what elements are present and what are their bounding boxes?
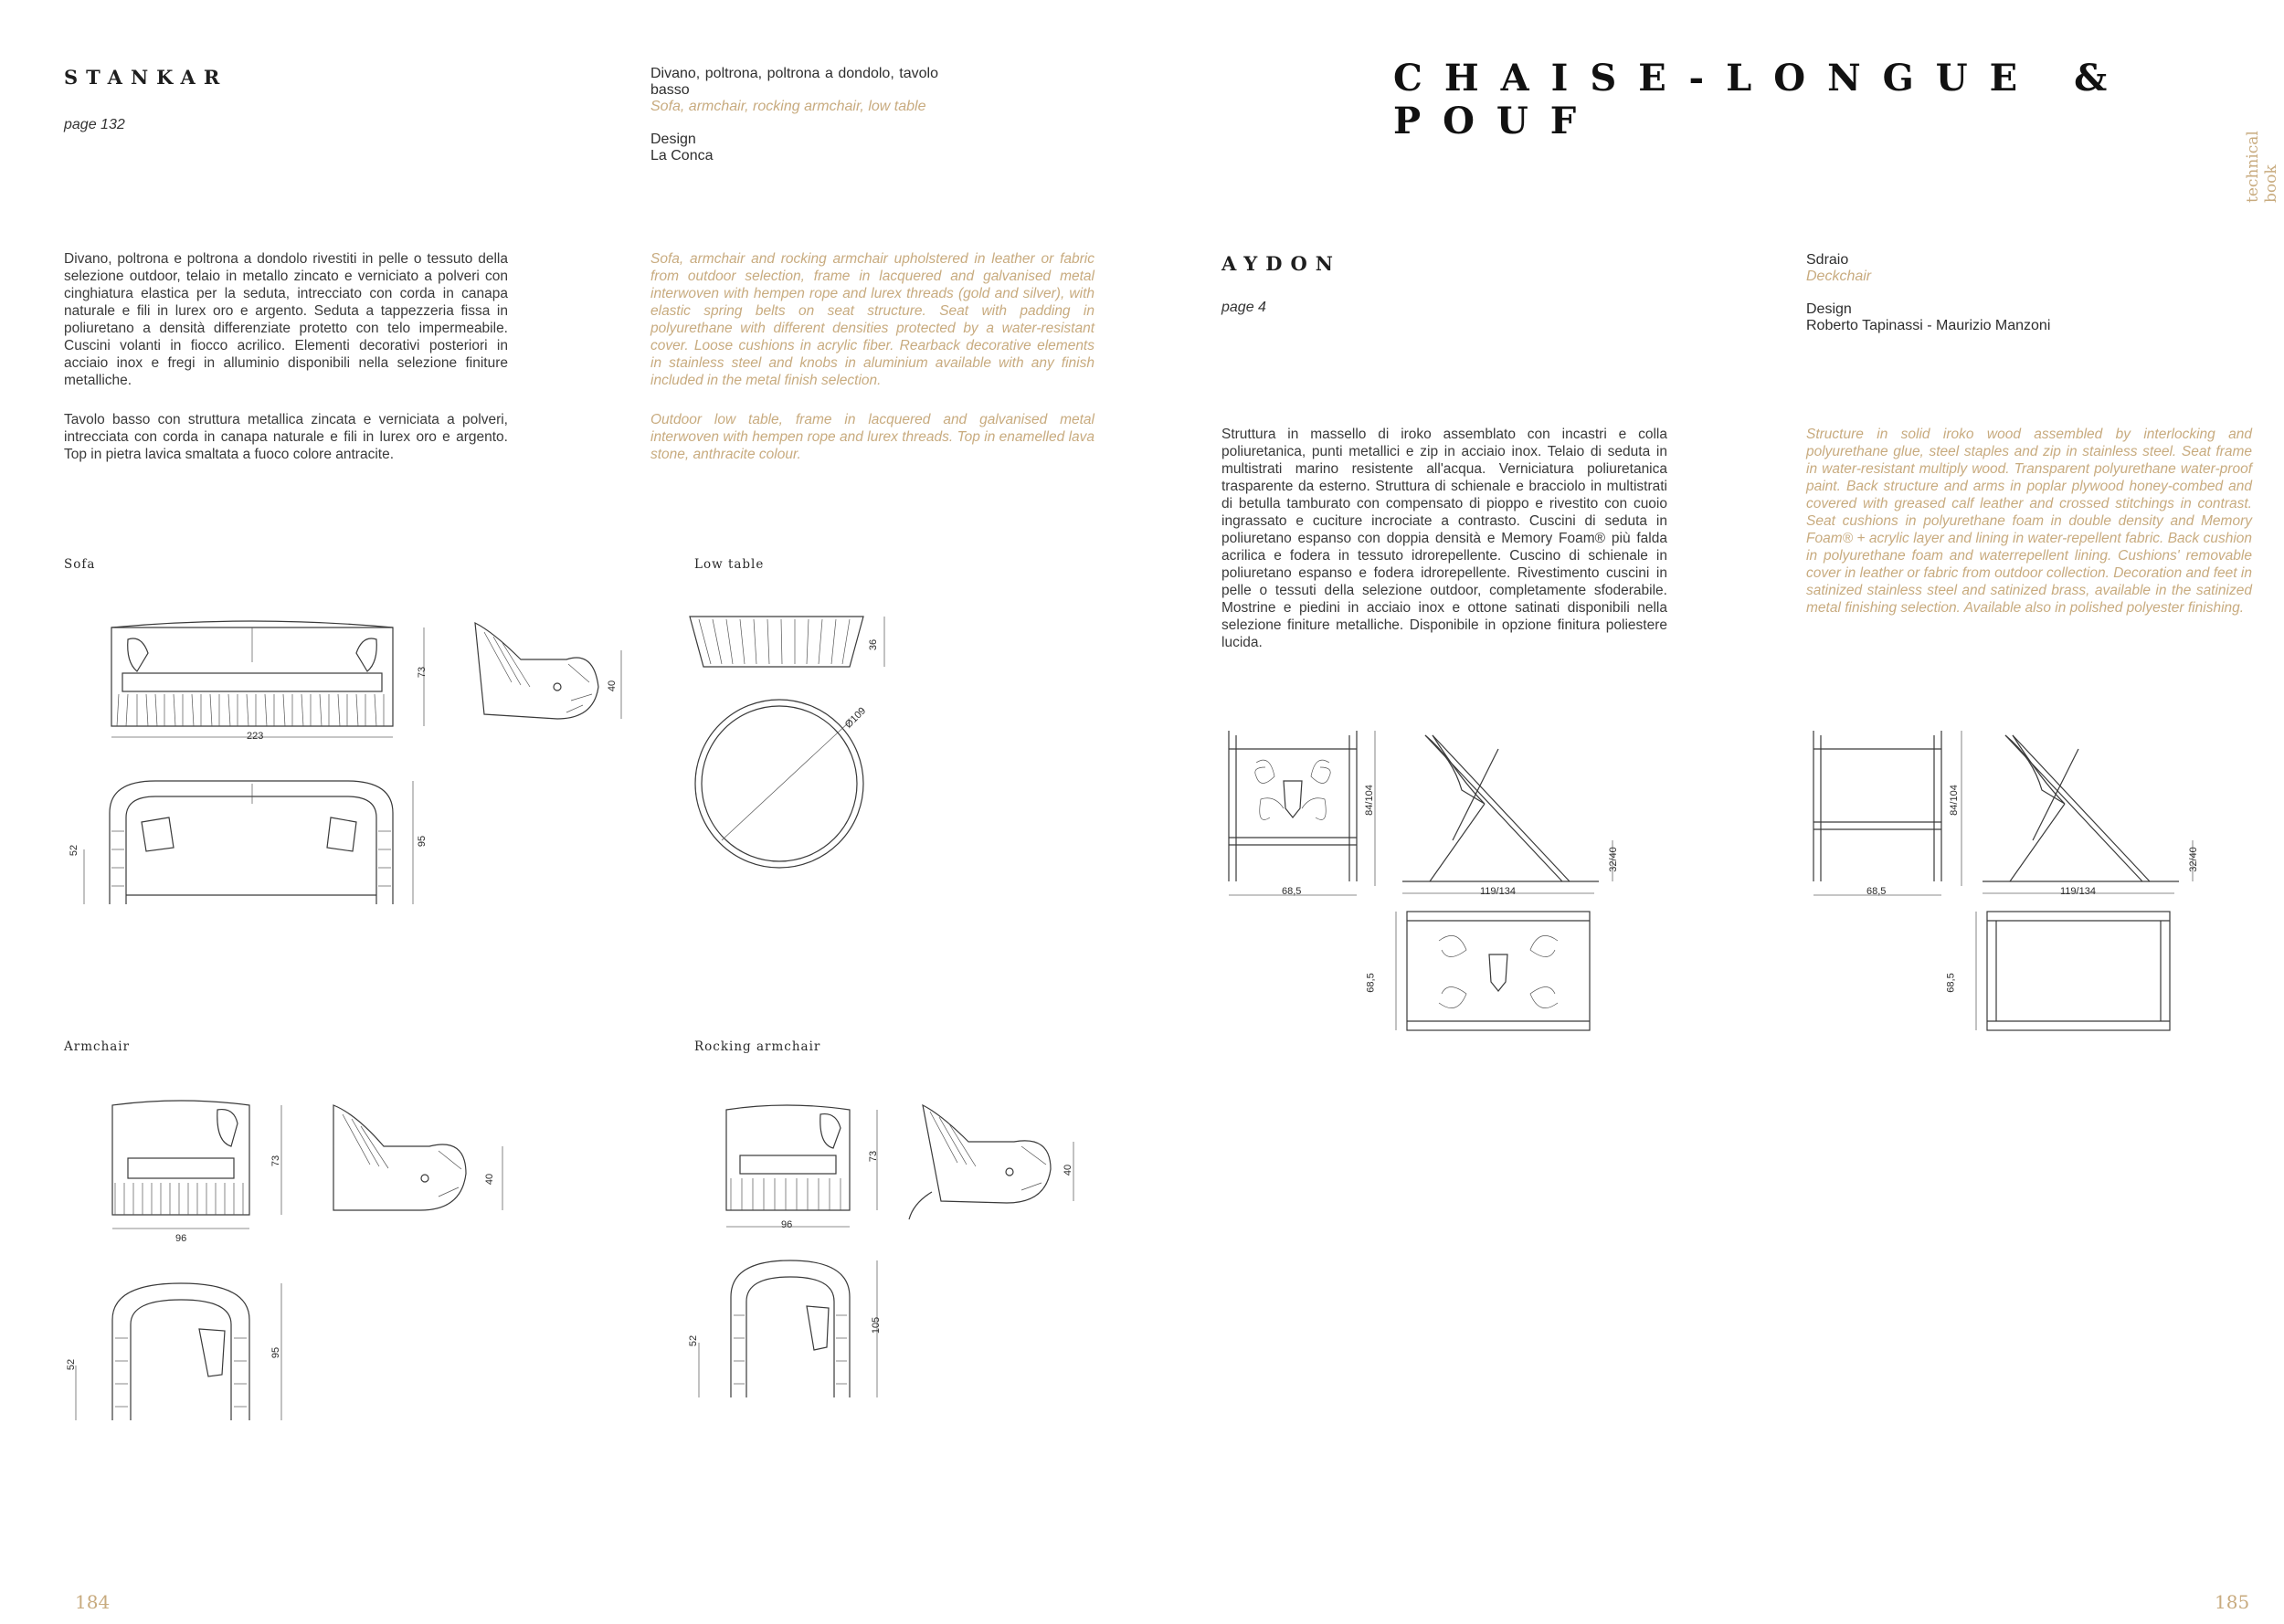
- sofa-top-seat-dim: 52: [69, 844, 80, 857]
- sofa-side-drawing: [466, 614, 630, 733]
- aydon-top-decorated-drawing: [1389, 904, 1608, 1041]
- stankar-meta: [650, 66, 938, 164]
- aydon-meta: [1806, 252, 2190, 334]
- aydon-page-ref: page 4: [1221, 300, 1266, 315]
- rocking-front-drawing: [722, 1101, 886, 1238]
- stankar-title: STANKAR: [64, 66, 228, 89]
- rocking-height-dim: 73: [868, 1150, 880, 1163]
- aydon-plain-side-width-dim: 119/134: [2060, 886, 2096, 897]
- aydon-top-plain-drawing: [1969, 904, 2188, 1041]
- section-sofa-label: Sofa: [64, 557, 96, 572]
- aydon-side-height-dim: 32/40: [1607, 847, 1619, 872]
- armchair-height-dim: 73: [270, 1155, 282, 1167]
- rocking-top-drawing: [726, 1251, 891, 1407]
- rocking-top-depth-dim: 105: [871, 1316, 883, 1334]
- aydon-top-depth-dim: 68,5: [1365, 973, 1377, 993]
- table-diameter-dim: Ø109: [842, 705, 869, 731]
- table-height-dim: 36: [868, 638, 880, 651]
- armchair-side-height-dim: 40: [484, 1173, 496, 1186]
- armchair-top-seat-dim: 52: [66, 1358, 78, 1371]
- stankar-desc-it-1: Divano, poltrona e poltrona a dondolo rivestiti in pelle o tessuto della selezione outdoor, telaio in metallo zincato e verniciato a polveri con cinghiatura elastica per la seduta, intrecciato con corda in canapa naturale e fili in lurex oro e argento. Seduta a tappezzeria fissa in poliuretano a densità differenziate protetto con telo impermeabile. Cuscini volanti in fiocco acrilico. Elementi decorativi posteriori in acciaio inox e fregi in alluminio disponibili nella selezione finiture metalliche.: [64, 251, 508, 388]
- section-rocking-label: Rocking armchair: [694, 1039, 821, 1054]
- sofa-height-dim: 73: [417, 666, 428, 679]
- side-label: technical book: [2244, 131, 2280, 203]
- armchair-side-drawing: [329, 1101, 512, 1219]
- aydon-desc-en: Structure in solid iroko wood assembled by interlocking and polyurethane glue, steel staples and zip in stainless steel. Seat frame in water-resistant multiply wood. Transparent polyurethane water-proof paint. Back structure and arms in poplar plywood honey-combed and covered with greased calf leather and crossed stitchings in contrast. Seat cushions in polyurethane foam in double density and Memory Foam® + acrylic layer and lining in water-repellent fabric. Back cushion in polyurethane foam and waterrepellent lining. Cushions' removable cover in leather or fabric from outdoor collection. Decoration and feet in satinized stainless steel and satinized brass, available in the satinized metal finishing selection. Available also in polished polyester finishing.: [1806, 427, 2252, 616]
- sofa-top-drawing: [100, 776, 420, 913]
- stankar-desc-en-2: Outdoor low table, frame in lacquered and galvanised metal interwoven with hempen rope and lurex threads. Top in enamelled lava stone, anthracite colour.: [650, 412, 1094, 462]
- sofa-width-dim: 223: [247, 731, 264, 742]
- aydon-front-decorated-drawing: [1220, 726, 1384, 900]
- rocking-side-drawing: [904, 1101, 1087, 1229]
- stankar-desc-it-2: Tavolo basso con struttura metallica zincata e verniciata a polveri, intrecciata con corda in canapa naturale e fili in lurex oro e argento. Top in pietra lavica smaltata a fuoco colore antracite.: [64, 412, 508, 462]
- armchair-width-dim: 96: [175, 1233, 187, 1244]
- right-page-number: 185: [2215, 1591, 2250, 1613]
- sofa-front-drawing: [100, 607, 429, 754]
- aydon-front-plain-drawing: [1804, 726, 1969, 900]
- aydon-plain-side-drawing: [1978, 731, 2206, 900]
- aydon-title: AYDON: [1221, 252, 1341, 275]
- armchair-front-drawing: [108, 1096, 291, 1233]
- stankar-designer: La Conca: [650, 148, 714, 163]
- aydon-product-it: Sdraio: [1806, 252, 1849, 268]
- stankar-desc-en-1: Sofa, armchair and rocking armchair upholstered in leather or fabric from outdoor selection, frame in lacquered and galvanised metal interwoven with hempen rope and lurex threads (gold and silver), with elastic spring belts on seat structure. Seat with padding in polyurethane with different densities protected by a water-resistant cover. Loose cushions in acrylic fiber. Rearback decorative elements in stainless steel and knobs in aluminium available with any finish included in the metal finish selection.: [650, 251, 1094, 388]
- sofa-top-depth-dim: 95: [417, 835, 428, 848]
- stankar-page-ref: page 132: [64, 117, 125, 132]
- rocking-top-seat-dim: 52: [688, 1334, 700, 1347]
- aydon-designer: Roberto Tapinassi - Maurizio Manzoni: [1806, 318, 2051, 333]
- sofa-side-height-dim: 40: [607, 680, 619, 692]
- aydon-desc-it: Struttura in massello di iroko assemblato con incastri e colla poliuretanica, punti metallici e zip in acciaio inox. Telaio di seduta in multistrati marino resistente all'acqua. Verniciatura poliuretanica trasparente da esterno. Struttura di schienale e bracciolo in multistrati di betulla tamburato con compensato di pioppo e rivestito con cuoio ingrassato e cuciture incrociate a contrasto. Cuscini di seduta in poliuretano espanso con doppia densità e Memory Foam® più falda acrilica e fodera in tessuto idrorepellente. Cuscino di schienale in poliuretano espanso e fodera idrorepellente. Rivestimento cuscini in pelle o tessuti della selezione outdoor, completamente sfoderabile. Mostrine e piedini in acciaio inox e ottone satinati disponibili nella selezione finiture metalliche. Disponibile in opzione finitura poliestere lucida.: [1221, 427, 1667, 650]
- table-side-drawing: [685, 612, 895, 676]
- category-title: CHAISE-LONGUE & POUF: [1393, 57, 2130, 142]
- rocking-width-dim: 96: [781, 1219, 793, 1230]
- aydon-front-height-dim: 84/104: [1363, 785, 1375, 816]
- left-page-number: 184: [75, 1591, 111, 1613]
- section-low-table-label: Low table: [694, 557, 765, 572]
- aydon-side-drawing: [1398, 731, 1626, 900]
- armchair-top-depth-dim: 95: [270, 1346, 282, 1359]
- aydon-plain-top-depth-dim: 68,5: [1945, 973, 1957, 993]
- stankar-design-label: Design: [650, 132, 696, 147]
- armchair-top-drawing: [108, 1274, 291, 1429]
- stankar-product-en: Sofa, armchair, rocking armchair, low table: [650, 99, 926, 114]
- aydon-product-en: Deckchair: [1806, 269, 1872, 284]
- aydon-design-label: Design: [1806, 301, 1852, 317]
- rocking-side-height-dim: 40: [1063, 1164, 1074, 1176]
- aydon-plain-side-height-dim: 32/40: [2187, 847, 2199, 872]
- aydon-front-width-dim: 68,5: [1282, 886, 1302, 897]
- aydon-plain-front-width-dim: 68,5: [1866, 886, 1887, 897]
- stankar-product-it: Divano, poltrona, poltrona a dondolo, tavolo basso: [650, 66, 938, 98]
- aydon-side-width-dim: 119/134: [1480, 886, 1516, 897]
- section-armchair-label: Armchair: [64, 1039, 131, 1054]
- aydon-plain-front-height-dim: 84/104: [1948, 785, 1960, 816]
